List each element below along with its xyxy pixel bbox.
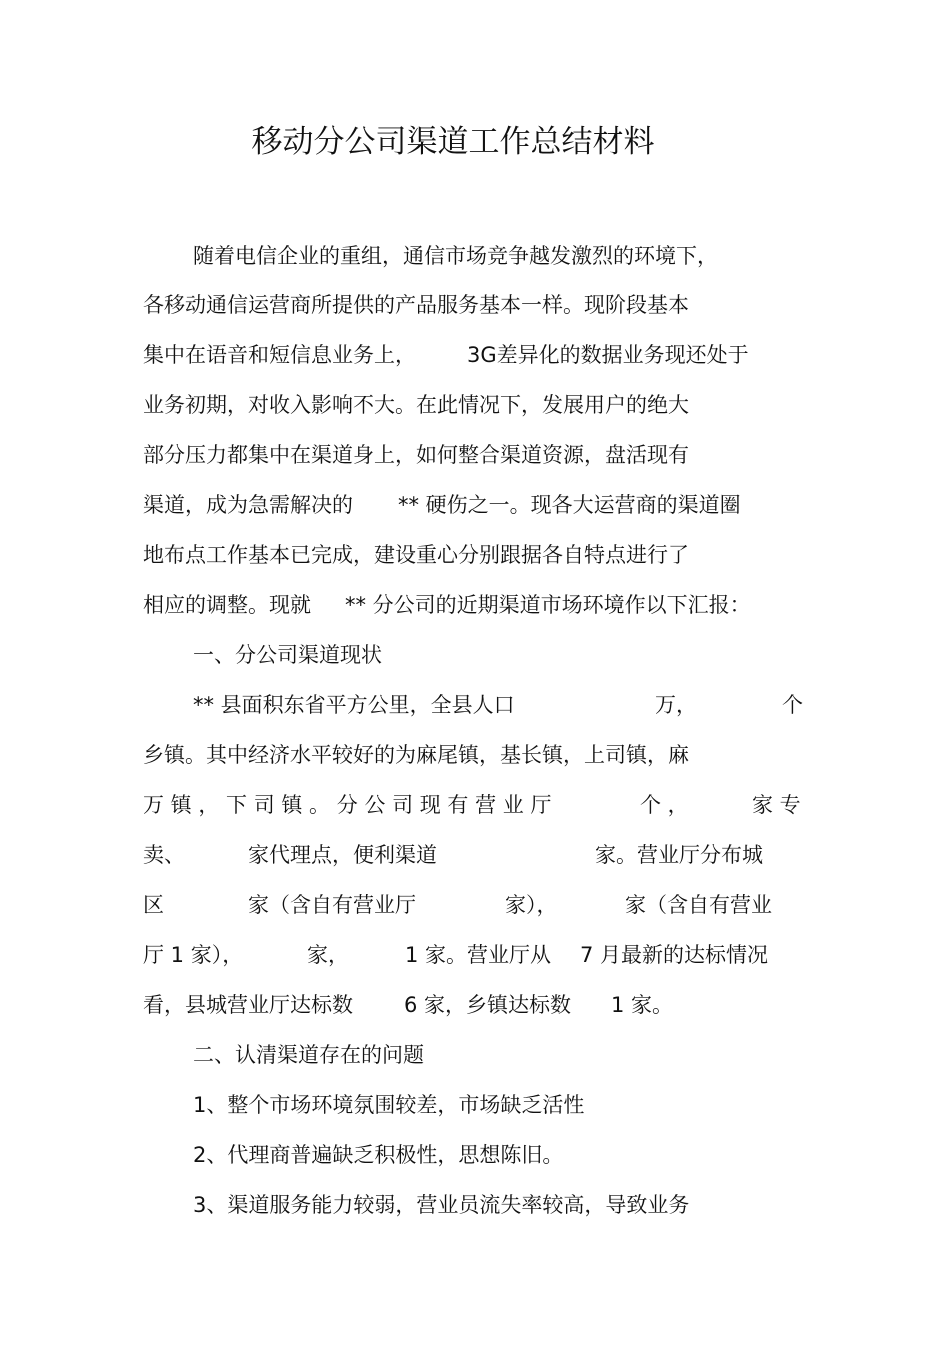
paragraph-line: 集中在语音和短信息业务上， (143, 343, 416, 367)
paragraph-line-segment: 个 (782, 693, 803, 717)
paragraph-line-segment: 7 月最新的达标情况 (580, 943, 769, 967)
paragraph-line: 区 (143, 893, 164, 917)
paragraph-line: 看，县城营业厅达标数 (143, 993, 353, 1017)
paragraph-line-segment: 家代理点，便利渠道 (248, 843, 437, 867)
paragraph-line: 各移动通信运营商所提供的产品服务基本一样。现阶段基本 (143, 293, 689, 317)
paragraph-line: 渠道，成为急需解决的 (143, 493, 353, 517)
paragraph-line-segment: ** 硬伤之一。现各大运营商的渠道圈 (398, 493, 741, 517)
paragraph-line-segment: 家， (307, 943, 349, 967)
list-item: 3、渠道服务能力较弱，营业员流失率较高，导致业务 (193, 1193, 690, 1217)
list-item: 1、整个市场环境氛围较差，市场缺乏活性 (193, 1093, 585, 1117)
paragraph-line: 部分压力都集中在渠道身上，如何整合渠道资源，盘活现有 (143, 443, 689, 467)
paragraph-line: 随着电信企业的重组，通信市场竞争越发激烈的环境下， (193, 244, 718, 268)
section-heading: 一、分公司渠道现状 (193, 643, 382, 667)
paragraph-line: 万 镇 ， 下 司 镇 。 分 公 司 现 有 营 业 厅 (143, 793, 552, 817)
list-item: 2、代理商普遍缺乏积极性，思想陈旧。 (193, 1143, 564, 1167)
paragraph-line: 卖、 (143, 843, 185, 867)
paragraph-line-segment: 万， (655, 693, 697, 717)
paragraph-line-segment: 1 家。营业厅从 (405, 943, 552, 967)
paragraph-line-segment: 家（含自有营业 (625, 893, 772, 917)
paragraph-line: 地布点工作基本已完成，建设重心分别跟据各自特点进行了 (143, 543, 689, 567)
document-title: 移动分公司渠道工作总结材料 (251, 124, 655, 160)
paragraph-line: ** 县面积东省平方公里，全县人口 (193, 693, 515, 717)
paragraph-line: 相应的调整。现就 (143, 593, 311, 617)
paragraph-line-segment: 家。营业厅分布城 (595, 843, 763, 867)
paragraph-line: 业务初期，对收入影响不大。在此情况下，发展用户的绝大 (143, 393, 689, 417)
paragraph-line-segment: 家（含自有营业厅 (248, 893, 416, 917)
paragraph-line: 厅 1 家）， (143, 943, 244, 967)
paragraph-line-segment: 1 家。 (611, 993, 674, 1017)
paragraph-line-segment: 3G差异化的数据业务现还处于 (467, 343, 749, 367)
paragraph-line-segment: ** 分公司的近期渠道市场环境作以下汇报： (345, 593, 751, 617)
section-heading: 二、认清渠道存在的问题 (193, 1043, 424, 1067)
paragraph-line-segment: 家 专 (752, 793, 801, 817)
paragraph-line: 乡镇。其中经济水平较好的为麻尾镇，基长镇，上司镇，麻 (143, 743, 689, 767)
paragraph-line-segment: 家）， (505, 893, 558, 917)
paragraph-line-segment: 6 家，乡镇达标数 (404, 993, 572, 1017)
paragraph-line-segment: 个 ， (640, 793, 689, 817)
